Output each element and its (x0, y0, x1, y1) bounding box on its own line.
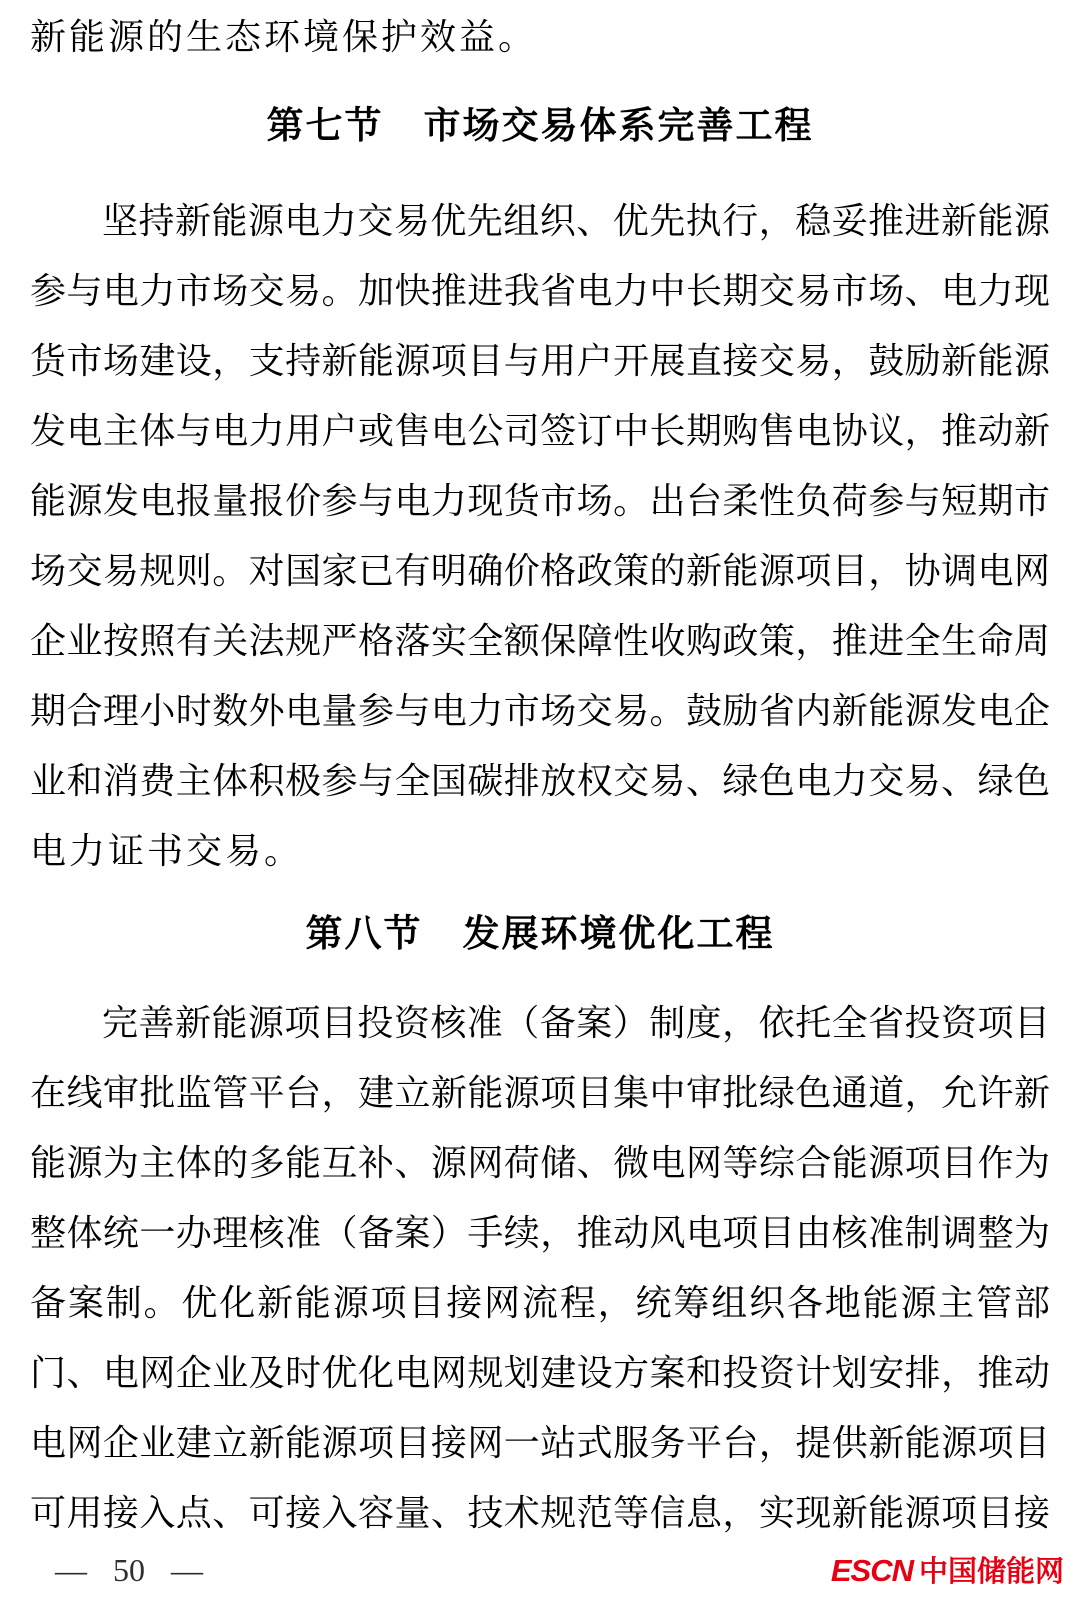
section-8-paragraph (30, 988, 1050, 1548)
logo-chinese-text: 中国储能网 (918, 1556, 1064, 1588)
body-line: 参与电力市场交易。加快推进我省电力中长期交易市场、电力现 (30, 271, 1050, 311)
logo-latin-text: ESCN (830, 1553, 913, 1588)
body-line: 业和消费主体积极参与全国碳排放权交易、绿色电力交易、绿色 (30, 761, 1050, 801)
body-line: 电网企业建立新能源项目接网一站式服务平台，提供新能源项目 (30, 1423, 1050, 1463)
body-line: 能源为主体的多能互补、源网荷储、微电网等综合能源项目作为 (30, 1143, 1050, 1183)
body-line: 场交易规则。对国家已有明确价格政策的新能源项目，协调电网 (30, 551, 1050, 591)
body-line: 期合理小时数外电量参与电力市场交易。鼓励省内新能源发电企 (30, 691, 1050, 731)
page-number: 50 (113, 1552, 145, 1588)
page-number-footer (55, 1552, 203, 1588)
section-number: 第八节 (305, 913, 423, 954)
body-line: 发电主体与电力用户或售电公司签订中长期购售电协议，推动新 (30, 411, 1050, 451)
body-line: 坚持新能源电力交易优先组织、优先执行，稳妥推进新能源 (102, 201, 1050, 241)
body-line: 备案制。优化新能源项目接网流程，统筹组织各地能源主管部 (30, 1283, 1050, 1323)
section-title: 市场交易体系完善工程 (423, 105, 814, 146)
section-7-heading (30, 104, 1050, 148)
page-number-dash-right: — (171, 1552, 203, 1588)
body-line: 企业按照有关法规严格落实全额保障性收购政策，推进全生命周 (30, 621, 1050, 661)
section-8-heading (30, 912, 1050, 956)
escn-logo (831, 1549, 1064, 1590)
section-number: 第七节 (266, 105, 384, 146)
body-line: 货市场建设，支持新能源项目与用户开展直接交易，鼓励新能源 (30, 341, 1050, 381)
body-line: 整体统一办理核准（备案）手续，推动风电项目由核准制调整为 (30, 1213, 1050, 1253)
section-title: 发展环境优化工程 (462, 913, 775, 954)
body-line: 电力证书交易。 (30, 831, 304, 871)
body-line: 可用接入点、可接入容量、技术规范等信息，实现新能源项目接 (30, 1493, 1050, 1533)
section-7-paragraph (30, 186, 1050, 886)
body-line: 能源发电报量报价参与电力现货市场。出台柔性负荷参与短期市 (30, 481, 1050, 521)
body-line: 在线审批监管平台，建立新能源项目集中审批绿色通道，允许新 (30, 1073, 1050, 1113)
page-number-dash-left: — (55, 1552, 87, 1588)
body-line: 门、电网企业及时优化电网规划建设方案和投资计划安排，推动 (30, 1353, 1050, 1393)
intro-text: 新能源的生态环境保护效益。 (30, 17, 538, 57)
body-line: 完善新能源项目投资核准（备案）制度，依托全省投资项目 (102, 1003, 1050, 1043)
